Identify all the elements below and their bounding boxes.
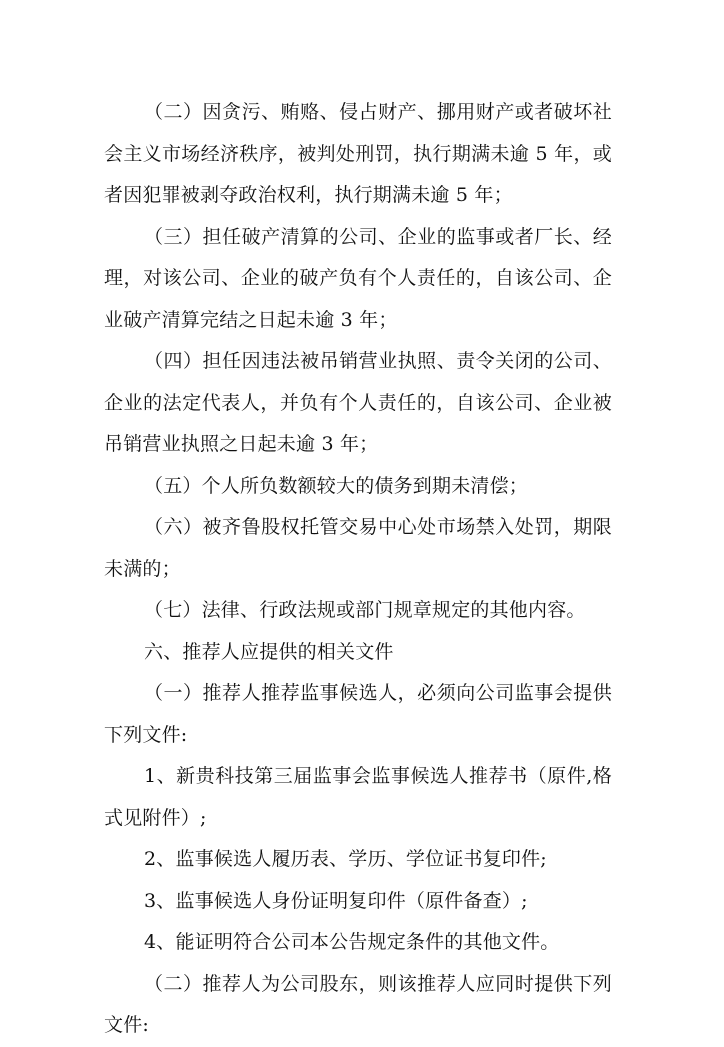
subsection-1-intro: （一）推荐人推荐监事候选人，必须向公司监事会提供下列文件: bbox=[104, 682, 612, 746]
paragraph-item-5: （五）个人所负数额较大的债务到期未清偿； bbox=[144, 474, 529, 497]
document-body bbox=[104, 92, 612, 1047]
paragraph-item-7: （七）法律、行政法规或部门规章规定的其他内容。 bbox=[144, 599, 586, 621]
paragraph-item-3: （三）担任破产清算的公司、企业的监事或者厂长、经理，对该公司、企业的破产负有个人责任的，自该公司、企业破产清算完结之日起未逾 3 年； bbox=[104, 225, 612, 331]
paragraph-item-6: （六）被齐鲁股权托管交易中心处市场禁入处罚，期限未满的； bbox=[104, 516, 612, 580]
paragraph-item-2: （二）因贪污、贿赂、侵占财产、挪用财产或者破坏社会主义市场经济秩序，被判处刑罚，执行期满未逾 5 年，或者因犯罪被剥夺政治权利，执行期满未逾 5 年； bbox=[104, 101, 612, 206]
paragraph-item-4: （四）担任因违法被吊销营业执照、责令关闭的公司、企业的法定代表人，并负有个人责任的，自该公司、企业被吊销营业执照之日起未逾 3 年； bbox=[104, 350, 612, 455]
document-list-item-3: 3、监事候选人身份证明复印件（原件备查）; bbox=[144, 889, 528, 912]
section-heading-6: 六、推荐人应提供的相关文件 bbox=[144, 640, 394, 663]
document-list-item-2: 2、监事候选人履历表、学历、学位证书复印件; bbox=[144, 848, 547, 870]
document-list-item-1: 1、新贵科技第三届监事会监事候选人推荐书（原件,格式见附件）; bbox=[104, 765, 612, 829]
subsection-2-intro: （二）推荐人为公司股东，则该推荐人应同时提供下列文件: bbox=[104, 972, 612, 1036]
document-list-item-4: 4、能证明符合公司本公告规定条件的其他文件。 bbox=[144, 931, 560, 953]
